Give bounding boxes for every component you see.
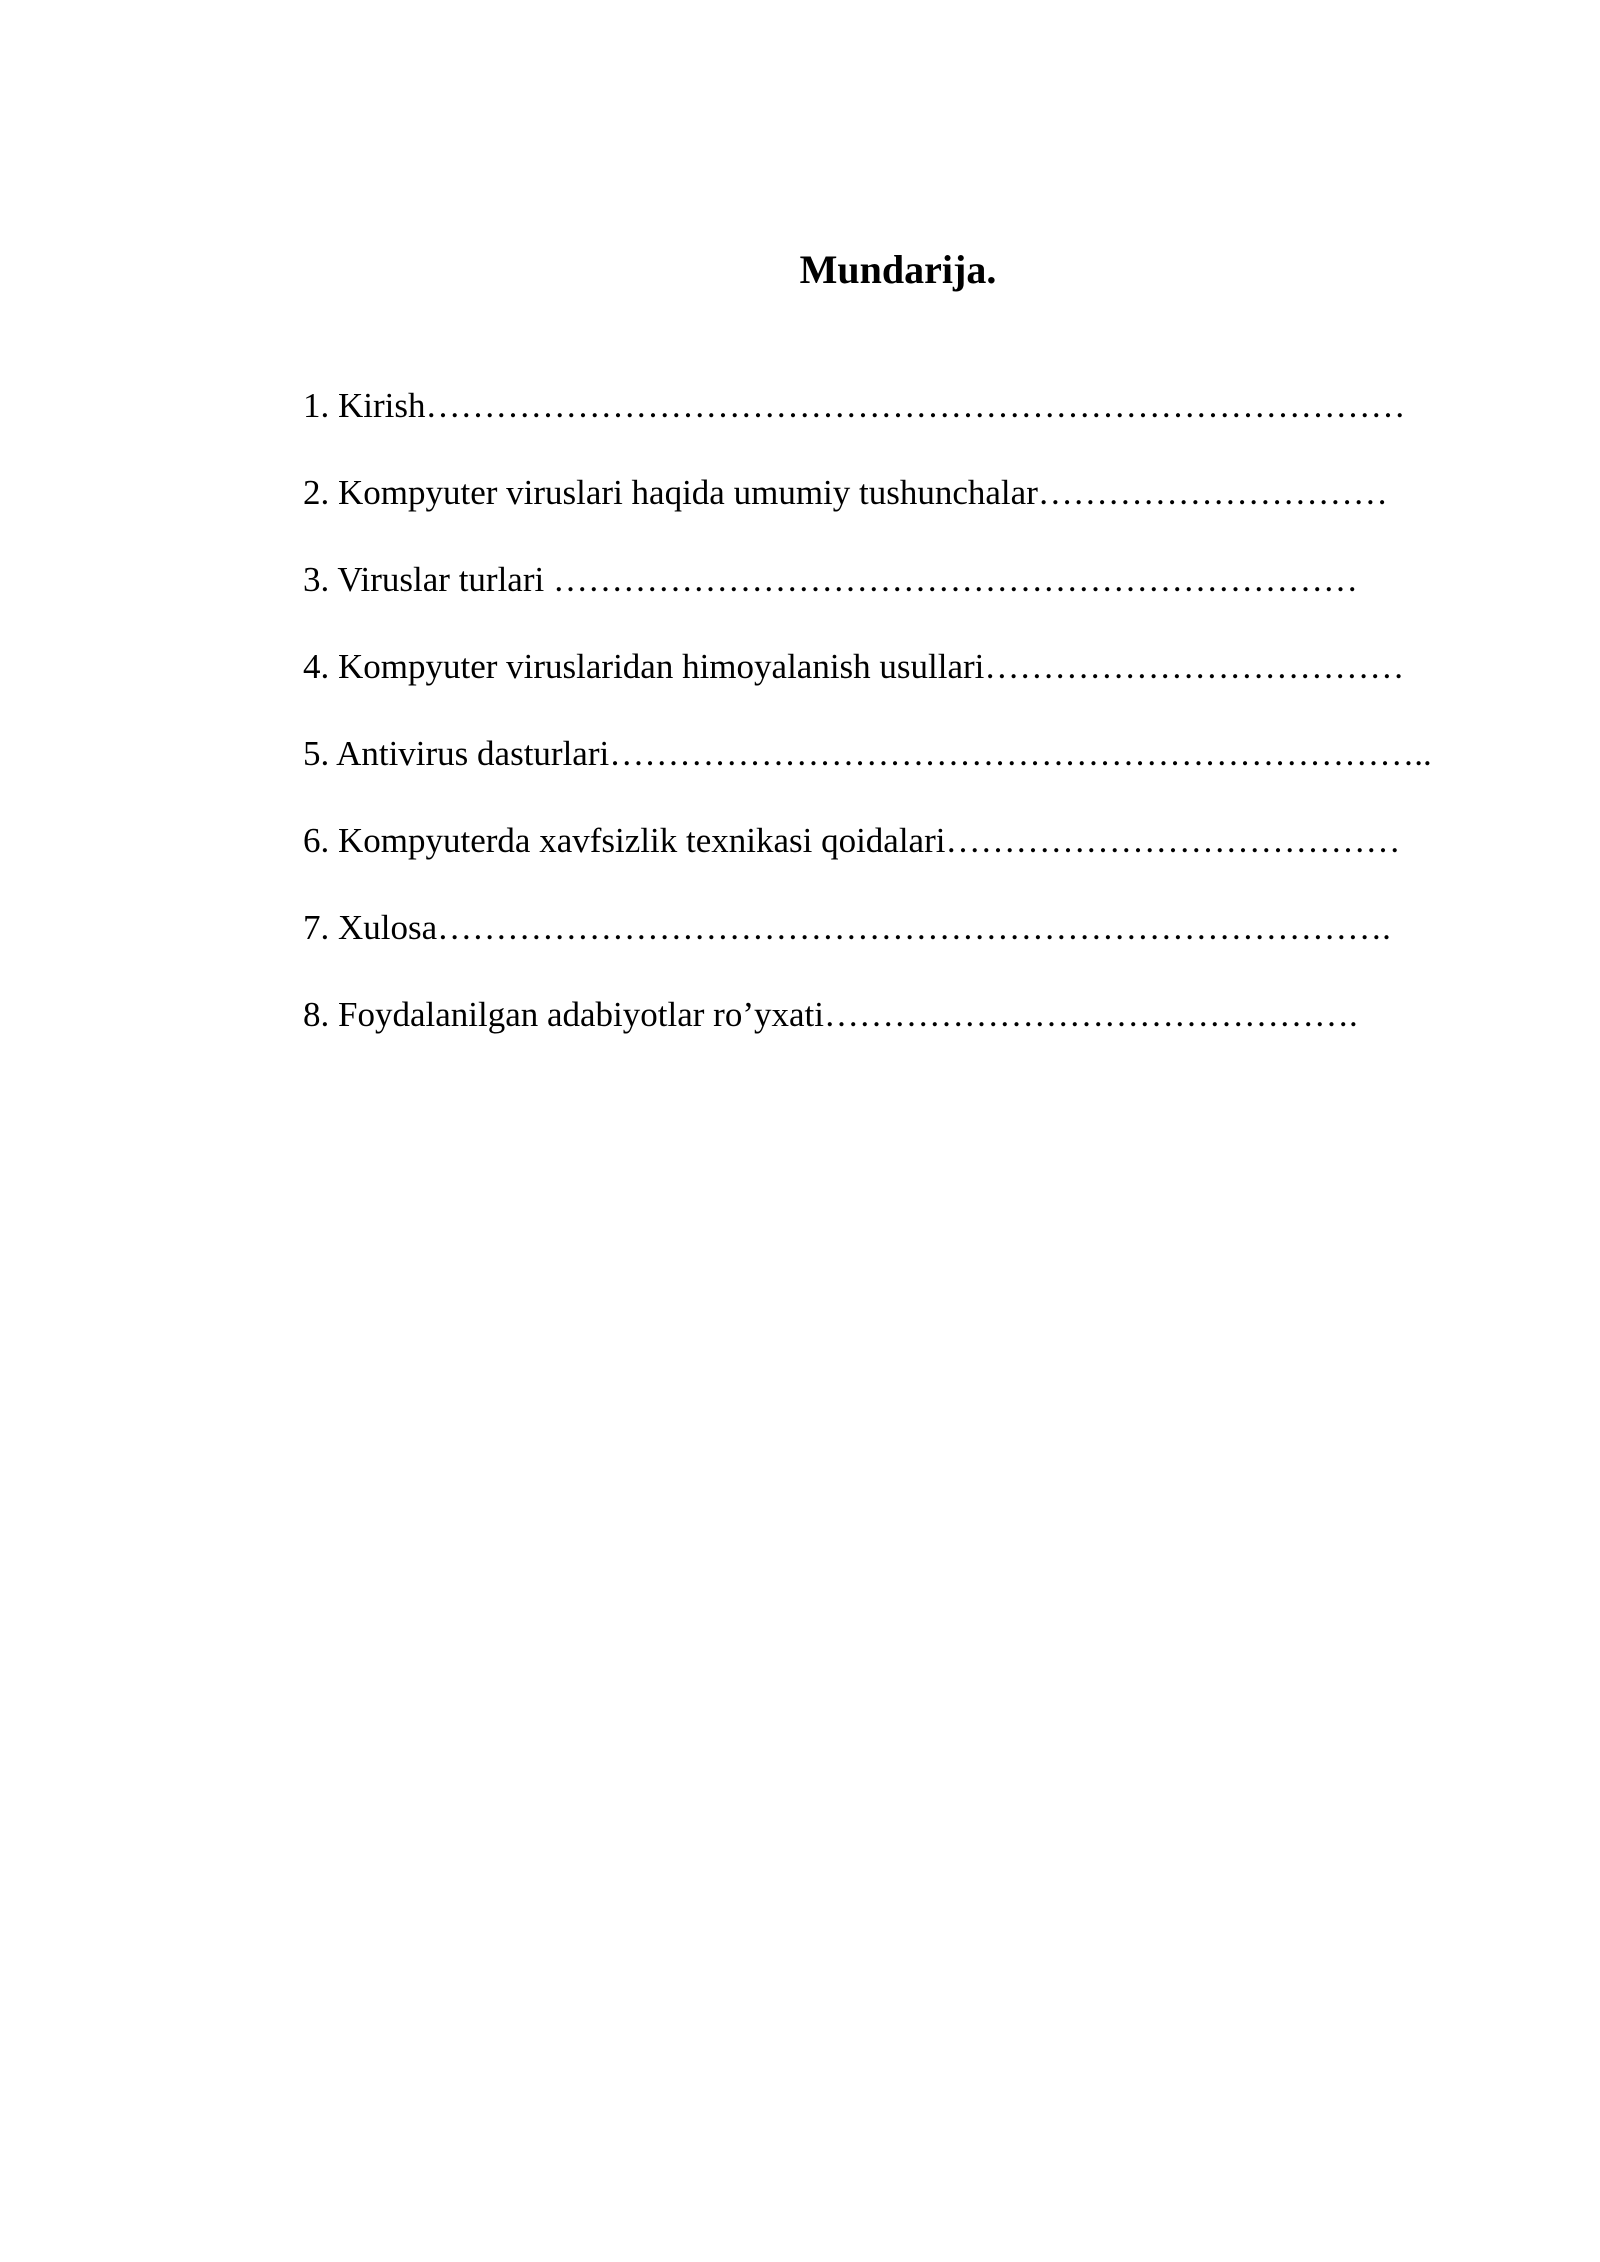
table-of-contents [303,384,1543,1080]
toc-item-conclusion: 7. Xulosa………………………………………………………………………. [303,908,1391,947]
toc-item-safety-rules: 6. Kompyuterda xavfsizlik texnikasi qoidalari………………………………… [303,821,1401,860]
toc-item-virus-types: 3. Viruslar turlari …………………………………………………………… [303,560,1358,599]
toc-item-protection-methods: 4. Kompyuter viruslaridan himoyalanish usullari……………………………… [303,647,1405,686]
toc-item-kirish: 1. Kirish………………………………………………………………………… [303,386,1406,425]
toc-item-references: 8. Foydalanilgan adabiyotlar ro’yxati………………………………………. [303,995,1358,1034]
page-title: Mundarija. [799,247,997,292]
toc-item-antivirus-programs: 5. Antivirus dasturlari…………………………………………………………….. [303,734,1432,773]
toc-item-virus-concepts: 2. Kompyuter viruslari haqida umumiy tushunchalar………………………… [303,473,1388,512]
